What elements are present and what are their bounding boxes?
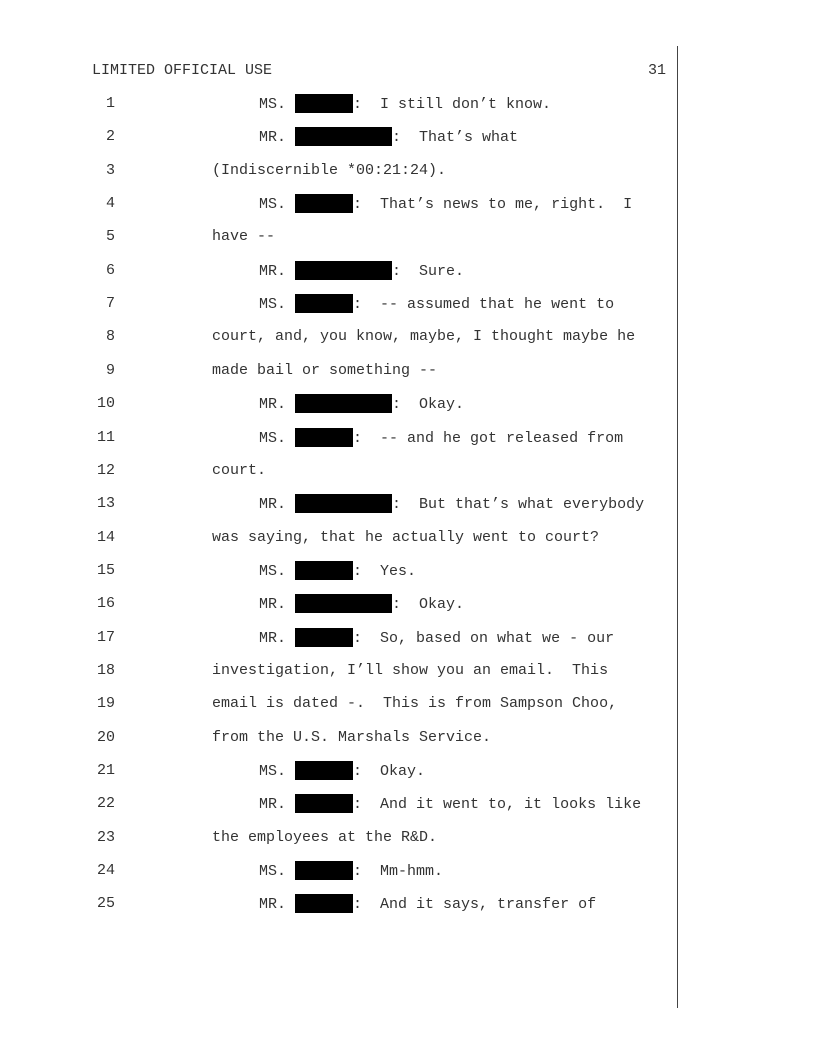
transcript-line (0, 227, 680, 247)
speech-text: : That’s news to me, right. I (353, 196, 633, 214)
transcript-line (0, 394, 680, 414)
line-number: 17 (96, 628, 115, 646)
continuation-text: email is dated -. This is from Sampson Choo, (212, 695, 618, 713)
speaker-title: MR. (259, 129, 287, 147)
speech-text: : And it says, transfer of (353, 896, 597, 914)
speech-text: : Okay. (353, 763, 426, 780)
speaker-title: MS. (259, 429, 287, 447)
transcript-line (0, 594, 680, 614)
transcript-line (0, 161, 680, 181)
redaction-bar (295, 127, 392, 146)
transcript-line (0, 94, 680, 114)
line-number: 11 (96, 428, 115, 446)
redaction-bar (295, 794, 353, 813)
transcript-line (0, 127, 680, 147)
transcript-line (0, 694, 680, 714)
speaker-title: MS. (259, 196, 287, 214)
speech-text: : Yes. (353, 562, 417, 580)
redaction-bar (295, 628, 353, 647)
redaction-bar (295, 894, 353, 913)
line-number: 15 (96, 561, 115, 579)
redaction-bar (295, 428, 353, 447)
speaker-title: MS. (259, 96, 287, 113)
transcript-line (0, 528, 680, 548)
line-number: 9 (105, 361, 115, 379)
line-number: 2 (105, 128, 115, 146)
continuation-text: have -- (212, 228, 276, 246)
speaker-line (259, 394, 464, 415)
line-number: 7 (105, 295, 115, 313)
speaker-line (259, 428, 623, 449)
line-number: 25 (96, 895, 115, 913)
transcript-line (0, 261, 680, 281)
line-number: 16 (96, 595, 115, 613)
redaction-bar (295, 394, 392, 413)
transcript-line (0, 761, 680, 781)
redaction-bar (295, 94, 353, 113)
continuation-text: court. (212, 461, 267, 479)
transcript-line (0, 428, 680, 448)
transcript-line (0, 794, 680, 814)
speech-text: : Okay. (392, 596, 465, 614)
speaker-title: MR. (259, 262, 287, 280)
speech-text: : And it went to, it looks like (353, 796, 642, 814)
line-number: 21 (96, 762, 115, 779)
transcript-line (0, 461, 680, 481)
speaker-line (259, 127, 518, 148)
line-number: 13 (96, 495, 115, 513)
speaker-title: MS. (259, 296, 287, 314)
continuation-text: (Indiscernible *00:21:24). (212, 161, 447, 179)
speaker-line (259, 94, 551, 115)
speech-text: : Mm-hmm. (353, 863, 444, 881)
line-number: 1 (105, 95, 115, 112)
transcript-line (0, 894, 680, 914)
transcript-line (0, 861, 680, 881)
line-number: 23 (96, 828, 115, 846)
transcript-line (0, 361, 680, 381)
speaker-line (259, 628, 614, 649)
line-number: 20 (96, 728, 115, 746)
speaker-line (259, 794, 641, 815)
transcript-line (0, 561, 680, 581)
redaction-bar (295, 861, 353, 880)
continuation-text: the employees at the R&D. (212, 828, 438, 846)
speaker-line (259, 294, 614, 315)
redaction-bar (295, 561, 353, 580)
line-number: 3 (105, 161, 115, 179)
redaction-bar (295, 294, 353, 313)
speech-text: : -- and he got released from (353, 429, 624, 447)
speaker-line (259, 261, 464, 282)
line-number: 4 (105, 195, 115, 213)
line-number: 18 (96, 661, 115, 679)
speaker-line (259, 861, 443, 882)
speaker-title: MR. (259, 496, 287, 514)
transcript-line (0, 194, 680, 214)
line-number: 24 (96, 862, 115, 880)
transcript-line (0, 494, 680, 514)
redaction-bar (295, 261, 392, 280)
continuation-text: was saying, that he actually went to court? (212, 528, 600, 546)
continuation-text: made bail or something -- (212, 361, 438, 379)
speaker-title: MS. (259, 562, 287, 580)
line-number: 12 (96, 461, 115, 479)
speech-text: : Sure. (392, 262, 465, 280)
speech-text: : Okay. (392, 396, 465, 414)
speaker-line (259, 561, 416, 582)
speech-text: : So, based on what we - our (353, 629, 615, 647)
speech-text: : -- assumed that he went to (353, 296, 615, 314)
line-number: 22 (96, 795, 115, 813)
redaction-bar (295, 594, 392, 613)
speaker-title: MR. (259, 629, 287, 647)
transcript-line (0, 327, 680, 347)
speaker-line (259, 494, 644, 515)
line-number: 19 (96, 695, 115, 713)
line-number: 8 (105, 328, 115, 346)
redaction-bar (295, 194, 353, 213)
speaker-title: MS. (259, 863, 287, 881)
line-number: 10 (96, 395, 115, 413)
speaker-title: MR. (259, 596, 287, 614)
continuation-text: investigation, I’ll show you an email. This (212, 661, 609, 679)
continuation-text: court, and, you know, maybe, I thought maybe he (212, 328, 636, 346)
line-number: 14 (96, 528, 115, 546)
speaker-line (259, 894, 596, 915)
speaker-title: MR. (259, 896, 287, 914)
speaker-line (259, 761, 425, 782)
transcript-line (0, 628, 680, 648)
page-number: 31 (647, 62, 666, 79)
speaker-line (259, 194, 632, 215)
redaction-bar (295, 494, 392, 513)
line-number: 6 (105, 261, 115, 279)
transcript-line (0, 728, 680, 748)
redaction-bar (295, 761, 353, 780)
speaker-title: MR. (259, 396, 287, 414)
speech-text: : I still don’t know. (353, 96, 552, 113)
speech-text: : That’s what (392, 129, 519, 147)
transcript-line (0, 661, 680, 681)
transcript-line (0, 294, 680, 314)
classification-header: LIMITED OFFICIAL USE (92, 62, 273, 79)
continuation-text: from the U.S. Marshals Service. (212, 728, 492, 746)
speaker-title: MS. (259, 763, 287, 780)
transcript-line (0, 828, 680, 848)
speaker-title: MR. (259, 796, 287, 814)
line-number: 5 (105, 228, 115, 246)
speech-text: : But that’s what everybody (392, 496, 645, 514)
speaker-line (259, 594, 464, 615)
